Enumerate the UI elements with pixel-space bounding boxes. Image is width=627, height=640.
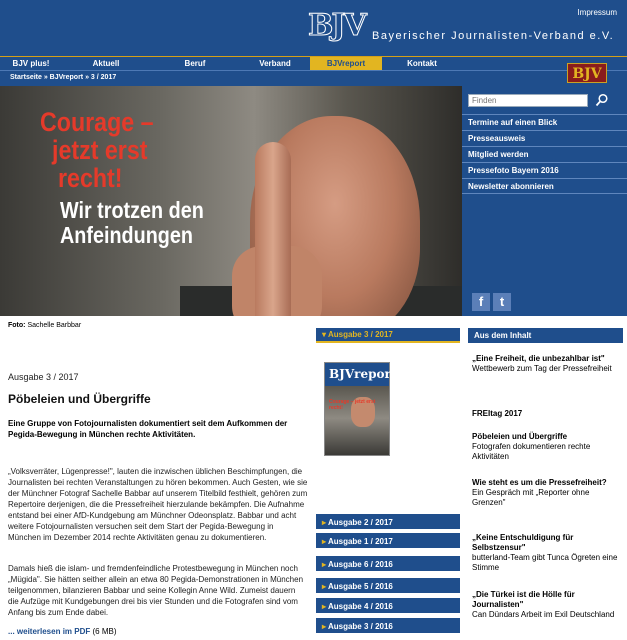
read-more-link[interactable]: ... weiterlesen im PDF (8, 627, 91, 636)
site-tagline: Bayerischer Journalisten-Verband e.V. (372, 30, 615, 42)
photo-credit (8, 322, 81, 329)
issue-link[interactable] (316, 598, 460, 615)
chevron-right-icon: ▸ (322, 602, 328, 611)
read-more (8, 627, 116, 636)
contents-item-text: Wettbewerb zum Tag der Pressefreiheit (472, 364, 612, 373)
contents-item[interactable] (472, 432, 622, 462)
nav-bjvreport[interactable]: BJVreport (310, 57, 382, 70)
hero-headline-1: Courage – (40, 107, 154, 137)
contents-item-title[interactable]: FREItag 2017 (472, 409, 523, 418)
contents-item-title[interactable]: „Keine Entschuldigung für Selbstzensur" (472, 533, 574, 552)
nav-aktuell[interactable]: Aktuell (92, 59, 120, 68)
twitter-icon[interactable]: t (493, 293, 511, 311)
hero-headline-3: recht! (58, 163, 123, 193)
quick-sidebar (462, 86, 627, 316)
chevron-right-icon: ▸ (322, 537, 328, 546)
contents-item[interactable] (472, 354, 622, 374)
issue-link[interactable] (316, 556, 460, 573)
issue-label: Ausgabe 4 / 2016 (327, 602, 393, 611)
contents-item-text: Ein Gespräch mit „Reporter ohne Grenzen" (472, 488, 590, 507)
logo-text: BJV (308, 8, 365, 43)
breadcrumb-text[interactable]: Startseite » BJVreport » 3 / 2017 (10, 74, 117, 81)
photo-credit-name: Sachelle Barbbar (27, 322, 82, 329)
article-issue: Ausgabe 3 / 2017 (8, 372, 79, 382)
issue-link[interactable] (316, 533, 460, 550)
main-nav (0, 56, 627, 70)
hero-headline-2: jetzt erst (52, 135, 148, 165)
facebook-icon[interactable]: f (472, 293, 490, 311)
read-more-size: (6 MB) (92, 627, 117, 636)
nav-beruf[interactable]: Beruf (184, 59, 206, 68)
chevron-down-icon: ▾ (322, 330, 327, 339)
issue-label: Ausgabe 1 / 2017 (327, 537, 393, 546)
contents-item-text: Fotografen dokumentieren rechte Aktivitäten (472, 442, 591, 461)
contents-item-text: Can Dündars Arbeit im Exil Deutschland (472, 610, 615, 619)
contents-item[interactable] (472, 533, 622, 573)
issue-label: Ausgabe 5 / 2016 (327, 582, 393, 591)
impressum-link[interactable]: Impressum (577, 8, 617, 17)
sidebar-link-pressefoto[interactable]: Pressefoto Bayern 2016 (462, 162, 627, 178)
search-input[interactable] (468, 94, 588, 107)
contents-item-title[interactable]: „Eine Freiheit, die unbezahlbar ist" (472, 354, 605, 363)
chevron-right-icon: ▸ (322, 582, 328, 591)
contents-item[interactable] (472, 478, 622, 508)
sidebar-link-mitglied[interactable]: Mitglied werden (462, 146, 627, 162)
article-title: Pöbeleien und Übergriffe (8, 392, 151, 406)
issue-cover-image[interactable] (324, 362, 397, 456)
issue-link[interactable] (316, 618, 460, 635)
issue-label: Ausgabe 3 / 2016 (327, 622, 393, 631)
contents-item-title[interactable]: Wie steht es um die Pressefreiheit? (472, 478, 607, 487)
chevron-right-icon: ▸ (322, 622, 328, 631)
nav-bjv-plus[interactable]: BJV plus! (12, 59, 50, 68)
contents-item[interactable] (472, 590, 622, 620)
sidebar-link-termine[interactable]: Termine auf einen Blick (462, 114, 627, 130)
issue-link[interactable] (316, 578, 460, 595)
issue-link[interactable] (316, 514, 460, 531)
contents-item-text: butterland-Team gibt Tunca Ögreten eine Stimme (472, 553, 618, 572)
bjv-mini-logo[interactable]: BJV (567, 63, 607, 83)
nav-kontakt[interactable]: Kontakt (407, 59, 437, 68)
photo-credit-label: Foto: (8, 322, 26, 329)
current-issue-header[interactable] (316, 328, 460, 343)
current-issue-label: Ausgabe 3 / 2017 (327, 330, 393, 339)
hero-subline-1: Wir trotzen den (60, 197, 204, 223)
sidebar-link-presseausweis[interactable]: Presseausweis (462, 130, 627, 146)
nav-verband[interactable]: Verband (259, 59, 291, 68)
breadcrumb (0, 70, 627, 86)
cover-headline: Courage – jetzt erst recht! (329, 399, 376, 411)
sidebar-link-newsletter[interactable]: Newsletter abonnieren (462, 178, 627, 194)
chevron-right-icon: ▸ (322, 518, 328, 527)
issue-label: Ausgabe 6 / 2016 (327, 560, 393, 569)
hero-subline-2: Anfeindungen (60, 222, 193, 248)
search-icon[interactable] (595, 93, 609, 107)
hero-finger (255, 142, 291, 316)
article-lead: Eine Gruppe von Fotojournalisten dokumentiert seit dem Aufkommen der Pegida-Bewegung in München rechte Aktivitäten. (8, 419, 288, 439)
article-paragraph: „Volksverräter, Lügenpresse!", lauten die inzwischen üblichen Beschimpfungen, die Journalisten bei rechten Veranstaltungen zu hören bekommen. Auch Gesten, wie sie der Münchner Fotograf Sachelle Babbar auf unserem Titelbild festhielt, gehören zum Repertoire derjenigen, die die Pressefreiheit hierzulande bekämpfen. Die Aufnahme entstand bei einer AfD-Kundgebung am Münchner Odeonsplatz. Babbar und acht weitere Fotojournalisten versuchen seit dem Start der Pegida-Bewegung in München im Dezember 2014 rechte Aktivitäten genau zu dokumentieren. (8, 467, 308, 542)
contents-item-title[interactable]: Pöbeleien und Übergriffe (472, 432, 568, 441)
bjv-logo[interactable] (308, 10, 368, 42)
chevron-right-icon: ▸ (322, 560, 328, 569)
cover-logo: BJVreport (329, 367, 397, 381)
article-paragraph: Damals hieß die islam- und fremdenfeindliche Protestbewegung in München noch „Mügida". Sie hätten seither allein an etwa 80 Pegida-Demonstrationen in München teilgenommen, bilanzieren Babbar und seine Kollegin Anne Wild. Zumeist dauern die Aufzüge mit Kundgebungen drei bis vier Stunden und die Fotografen sind vom Anfang bis zum Ende dabei. (8, 564, 304, 617)
hero-image (0, 86, 462, 316)
contents-item-title[interactable]: „Die Türkei ist die Hölle für Journalisten" (472, 590, 575, 609)
issue-label: Ausgabe 2 / 2017 (327, 518, 393, 527)
contents-heading: Aus dem Inhalt (468, 328, 623, 343)
site-header (0, 0, 627, 56)
contents-item[interactable] (472, 409, 622, 419)
